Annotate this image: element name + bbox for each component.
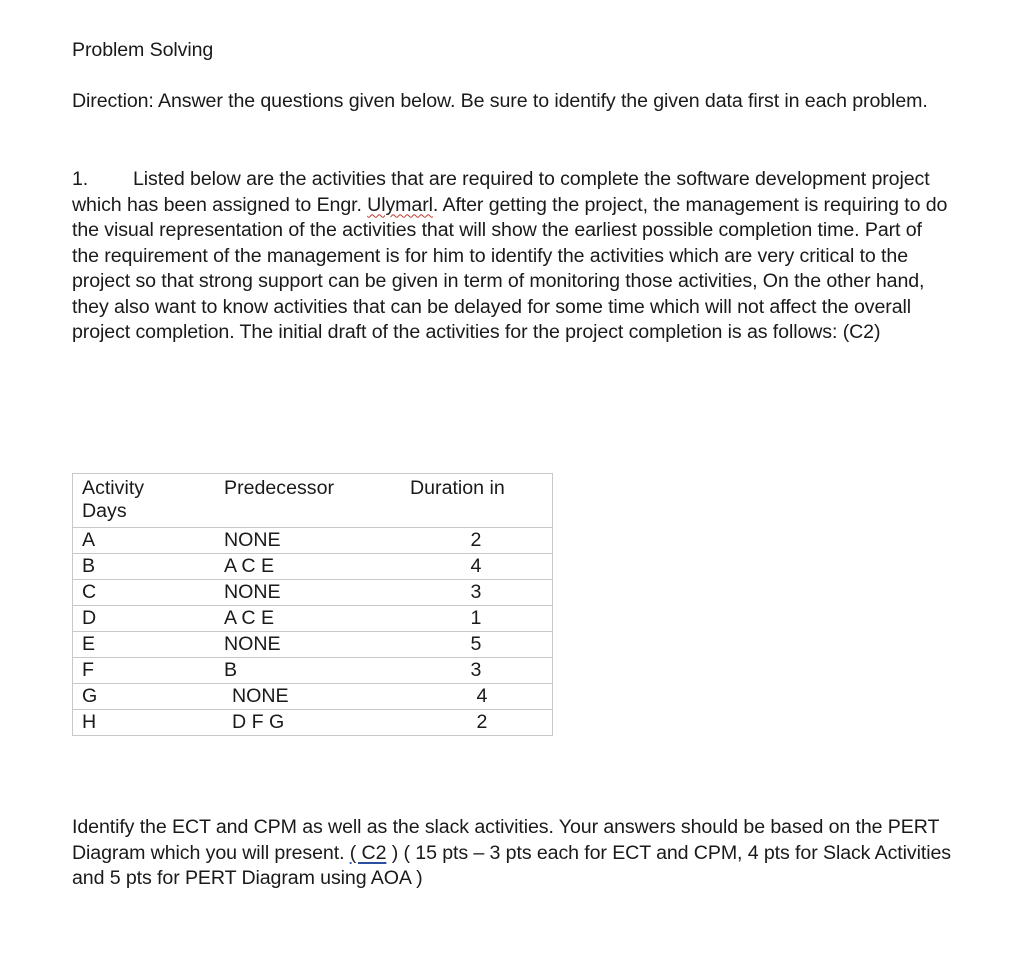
predecessor-cell: B	[214, 658, 400, 684]
page-title: Problem Solving	[72, 39, 214, 61]
direction-text: Direction: Answer the questions given below. Be sure to identify the given data first in each problem.	[72, 90, 928, 112]
predecessor-cell: NONE	[214, 632, 400, 658]
header-activity: Activity	[82, 477, 145, 499]
problem-number: 1.	[72, 168, 89, 190]
header-duration: Duration in	[400, 474, 553, 528]
predecessor-cell: A C E	[214, 606, 400, 632]
duration-value: 4	[476, 685, 488, 707]
table-row	[73, 658, 553, 684]
activity-table	[72, 473, 553, 736]
closing-instructions	[72, 815, 952, 892]
predecessor-cell: D F G	[214, 710, 400, 736]
table-row	[73, 554, 553, 580]
activity-cell: H	[73, 710, 215, 736]
table-row	[73, 684, 553, 710]
problem-text-part-1: Listed below are the activities that are required to complete the software development project which has been assigned to Engr.	[72, 168, 930, 216]
predecessor-cell: A C E	[214, 554, 400, 580]
duration-cell	[400, 710, 553, 736]
table-row	[73, 710, 553, 736]
activity-cell: B	[73, 554, 215, 580]
header-activity-days	[73, 474, 215, 528]
closing-text-part-2: ) ( 15 pts – 3 pts each for ECT and CPM, 4 pts for Slack Activities and 5 pts for PERT Diagram using AOA )	[72, 841, 951, 889]
activity-cell: F	[73, 658, 215, 684]
activity-cell: A	[73, 528, 215, 554]
table-row	[73, 580, 553, 606]
activity-cell: D	[73, 606, 215, 632]
predecessor-cell: NONE	[214, 684, 400, 710]
duration-cell	[400, 684, 553, 710]
duration-value: 2	[476, 711, 488, 733]
c2-reference-link[interactable]: ( C2	[349, 841, 387, 864]
predecessor-cell: NONE	[214, 528, 400, 554]
activity-cell: G	[73, 684, 215, 710]
duration-cell: 3	[400, 580, 553, 606]
header-days: Days	[82, 500, 127, 522]
header-predecessor: Predecessor	[214, 474, 400, 528]
table-row	[73, 528, 553, 554]
problem-1-text	[72, 167, 952, 346]
table-row	[73, 632, 553, 658]
activity-cell: E	[73, 632, 215, 658]
duration-cell: 5	[400, 632, 553, 658]
duration-cell: 4	[400, 554, 553, 580]
table-row	[73, 606, 553, 632]
duration-cell: 1	[400, 606, 553, 632]
predecessor-cell: NONE	[214, 580, 400, 606]
activity-cell: C	[73, 580, 215, 606]
engineer-name-misspelled[interactable]: Ulymarl	[367, 193, 433, 216]
table-header-row	[73, 474, 553, 528]
duration-cell: 2	[400, 528, 553, 554]
closing-text-part-1: Identify the ECT and CPM as well as the slack activities. Your answers should be based on the PERT Diagram which you will present.	[72, 816, 939, 864]
duration-cell: 3	[400, 658, 553, 684]
problem-text-part-2: . After getting the project, the management is requiring to do the visual representation of the activities that will show the earliest possible completion time. Part of the requirement of the management is for him to identify the activities which are very critical to the project so that strong support can be given in term of monitoring those activities, On the other hand, they also want to know activities that can be delayed for some time which will not affect the overall project completion. The initial draft of the activities for the project completion is as follows: (C2)	[72, 193, 948, 343]
